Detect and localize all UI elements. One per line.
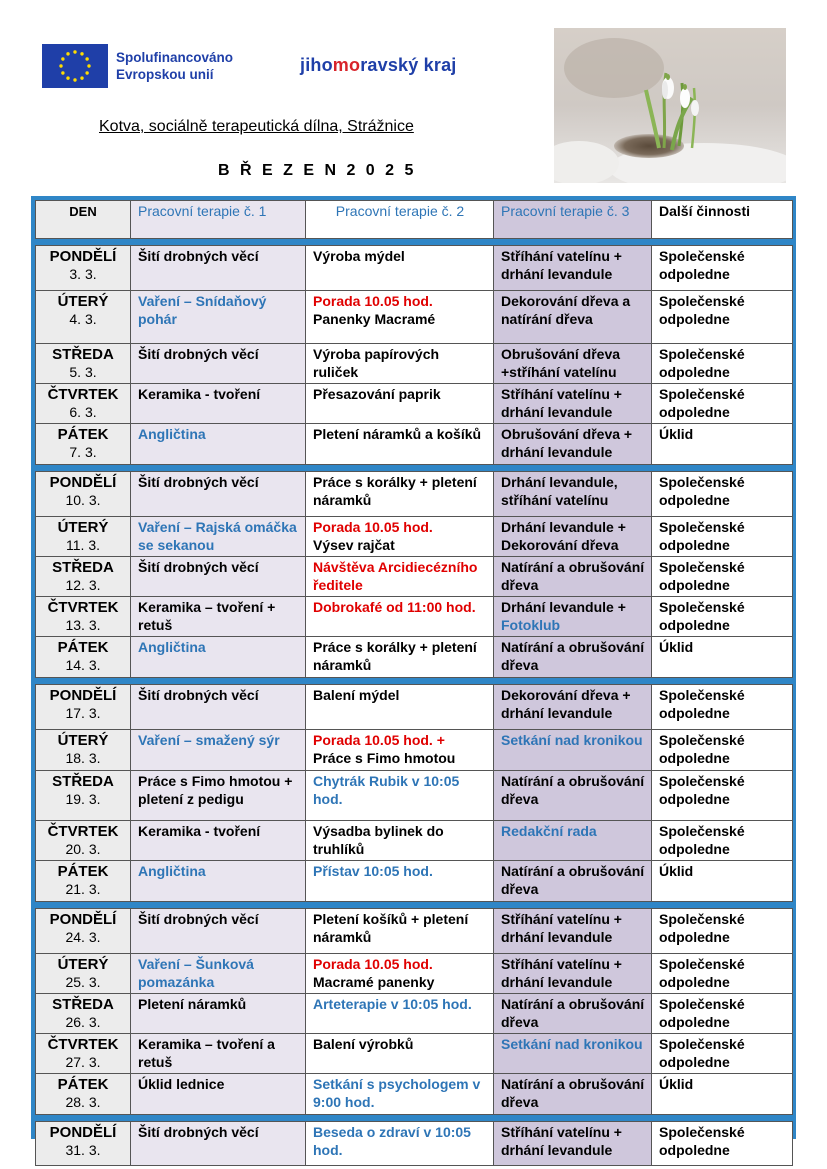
day-date: 4. 3. xyxy=(69,311,97,327)
week-separator xyxy=(36,1115,793,1122)
activity-cell-c1 xyxy=(131,771,306,821)
day-cell xyxy=(36,909,131,954)
day-name: ÚTERÝ xyxy=(57,956,109,973)
activity-text: Společenské odpoledne xyxy=(659,559,745,593)
table-row xyxy=(36,517,793,557)
activity-cell-c2 xyxy=(306,1074,494,1115)
activity-cell-c3 xyxy=(494,597,652,637)
table-row xyxy=(36,291,793,344)
week-separator xyxy=(36,678,793,685)
activity-cell-c3 xyxy=(494,1034,652,1074)
activity-cell-c3 xyxy=(494,472,652,517)
day-date: 7. 3. xyxy=(69,444,97,460)
activity-text: Setkání nad kronikou xyxy=(501,732,643,748)
activity-text: Drhání levandule + Dekorování dřeva xyxy=(501,519,626,553)
eu-flag-logo xyxy=(42,44,108,88)
day-cell xyxy=(36,344,131,384)
eu-text-line1: Spolufinancováno xyxy=(116,50,234,65)
activity-text: Společenské odpoledne xyxy=(659,386,745,420)
table-row xyxy=(36,597,793,637)
activity-text: Výsadba bylinek do truhlíků xyxy=(313,823,444,857)
activity-cell-c3 xyxy=(494,344,652,384)
activity-cell-c2 xyxy=(306,557,494,597)
activity-text: Obrušování dřeva +stříhání vatelínu xyxy=(501,346,621,380)
activity-cell-c4 xyxy=(652,954,793,994)
activity-text: Balení mýdel xyxy=(313,687,400,703)
activity-cell-c1 xyxy=(131,517,306,557)
activity-text: Setkání s psychologem v 9:00 hod. xyxy=(313,1076,481,1110)
activity-text: Chytrák Rubik v 10:05 hod. xyxy=(313,773,460,807)
day-cell xyxy=(36,1122,131,1166)
day-name: PONDĚLÍ xyxy=(49,1124,117,1141)
month-heading: B Ř E Z E N 2 0 2 5 xyxy=(218,162,417,179)
activity-cell-c3 xyxy=(494,685,652,730)
activity-cell-c1 xyxy=(131,821,306,861)
activity-cell-c3 xyxy=(494,517,652,557)
activity-text: Drhání levandule + xyxy=(501,599,626,615)
activity-cell-c3 xyxy=(494,909,652,954)
week-separator-cell xyxy=(36,1115,793,1122)
activity-text: Natírání a obrušování dřeva xyxy=(501,559,645,593)
jmk-logo-part2: mo xyxy=(332,55,361,75)
day-date: 25. 3. xyxy=(65,974,101,990)
activity-cell-c1 xyxy=(131,954,306,994)
activity-cell-c2 xyxy=(306,1034,494,1074)
day-cell xyxy=(36,994,131,1034)
activity-cell-c1 xyxy=(131,861,306,902)
activity-cell-c3 xyxy=(494,821,652,861)
activity-text: Vaření – Šunková pomazánka xyxy=(138,956,254,990)
activity-text: Šití drobných věcí xyxy=(138,1124,259,1140)
activity-cell-c4 xyxy=(652,994,793,1034)
activity-text: Macramé panenky xyxy=(313,973,435,990)
day-name: PÁTEK xyxy=(57,639,109,656)
activity-text: Šití drobných věcí xyxy=(138,911,259,927)
eu-star-icon xyxy=(85,57,88,60)
day-cell xyxy=(36,597,131,637)
activity-cell-c4 xyxy=(652,424,793,465)
week-separator-cell xyxy=(36,678,793,685)
day-name: STŘEDA xyxy=(52,346,114,363)
table-row xyxy=(36,246,793,291)
activity-cell-c3 xyxy=(494,730,652,771)
activity-cell-c2 xyxy=(306,597,494,637)
activity-text: Natírání a obrušování dřeva xyxy=(501,639,645,673)
activity-cell-c1 xyxy=(131,637,306,678)
day-name: PONDĚLÍ xyxy=(49,474,117,491)
activity-text: Panenky Macramé xyxy=(313,310,436,327)
activity-text: Výroba papírových ruliček xyxy=(313,346,440,380)
schedule-table-frame xyxy=(31,196,796,1158)
day-cell xyxy=(36,685,131,730)
day-date: 21. 3. xyxy=(65,881,101,897)
activity-cell-c1 xyxy=(131,424,306,465)
activity-text: Stříhání vatelínu + drhání levandule xyxy=(501,956,622,990)
activity-cell-c4 xyxy=(652,557,793,597)
day-cell xyxy=(36,861,131,902)
table-row xyxy=(36,909,793,954)
activity-cell-c4 xyxy=(652,1034,793,1074)
day-cell xyxy=(36,730,131,771)
activity-cell-c3 xyxy=(494,384,652,424)
jihomoravsky-kraj-logo xyxy=(300,55,457,76)
activity-text: Společenské odpoledne xyxy=(659,1124,745,1158)
activity-text: Porada 10.05 hod. xyxy=(313,519,433,535)
eu-star-icon xyxy=(66,52,69,55)
table-row xyxy=(36,730,793,771)
table-row xyxy=(36,424,793,465)
activity-text: Natírání a obrušování dřeva xyxy=(501,863,645,897)
activity-cell-c2 xyxy=(306,730,494,771)
eu-star-icon xyxy=(61,71,64,74)
activity-cell-c3 xyxy=(494,994,652,1034)
day-date: 13. 3. xyxy=(65,617,101,633)
day-date: 12. 3. xyxy=(65,577,101,593)
activity-cell-c1 xyxy=(131,291,306,344)
activity-cell-c1 xyxy=(131,994,306,1034)
activity-text: Společenské odpoledne xyxy=(659,346,745,380)
activity-text: Natírání a obrušování dřeva xyxy=(501,996,645,1030)
activity-text: Pletení košíků + pletení náramků xyxy=(313,911,469,945)
activity-cell-c3 xyxy=(494,291,652,344)
activity-text: Stříhání vatelínu + drhání levandule xyxy=(501,1124,622,1158)
eu-star-icon xyxy=(73,78,76,81)
week-separator xyxy=(36,902,793,909)
activity-text: Keramika - tvoření xyxy=(138,386,261,402)
eu-star-icon xyxy=(80,52,83,55)
activity-text: Úklid lednice xyxy=(138,1076,225,1092)
activity-text: Práce s Fimo hmotou xyxy=(313,749,456,766)
table-row xyxy=(36,1074,793,1115)
activity-text: Pletení náramků xyxy=(138,996,247,1012)
table-row xyxy=(36,1122,793,1166)
day-date: 6. 3. xyxy=(69,404,97,420)
activity-cell-c4 xyxy=(652,861,793,902)
activity-cell-c3 xyxy=(494,637,652,678)
week-separator-cell xyxy=(36,465,793,472)
activity-text: Úklid xyxy=(659,1076,694,1092)
week-separator-cell xyxy=(36,239,793,246)
activity-text: Angličtina xyxy=(138,863,206,879)
activity-text: Dobrokafé od 11:00 hod. xyxy=(313,599,476,615)
day-name: PONDĚLÍ xyxy=(49,687,117,704)
activity-cell-c2 xyxy=(306,384,494,424)
day-name: PÁTEK xyxy=(57,863,109,880)
jmk-logo-part3: ravský kraj xyxy=(360,55,457,75)
activity-cell-c1 xyxy=(131,384,306,424)
activity-text: Fotoklub xyxy=(501,616,561,633)
activity-text: Společenské odpoledne xyxy=(659,293,745,327)
activity-cell-c1 xyxy=(131,1122,306,1166)
day-name: STŘEDA xyxy=(52,996,114,1013)
activity-text: Stříhání vatelínu + drhání levandule xyxy=(501,911,622,945)
activity-cell-c2 xyxy=(306,424,494,465)
day-cell xyxy=(36,771,131,821)
day-date: 3. 3. xyxy=(69,266,97,282)
activity-text: Stříhání vatelínu + drhání levandule xyxy=(501,386,622,420)
activity-text: Šití drobných věcí xyxy=(138,474,259,490)
day-name: PONDĚLÍ xyxy=(49,248,117,265)
eu-star-icon xyxy=(80,76,83,79)
activity-cell-c2 xyxy=(306,771,494,821)
activity-cell-c1 xyxy=(131,597,306,637)
day-cell xyxy=(36,637,131,678)
day-name: STŘEDA xyxy=(52,559,114,576)
week-separator-cell xyxy=(36,902,793,909)
activity-cell-c4 xyxy=(652,517,793,557)
activity-text: Keramika – tvoření a retuš xyxy=(138,1036,275,1070)
day-date: 26. 3. xyxy=(65,1014,101,1030)
day-name: STŘEDA xyxy=(52,773,114,790)
activity-cell-c3 xyxy=(494,861,652,902)
activity-text: Práce s Fimo hmotou + pletení z pedigu xyxy=(138,773,293,807)
day-cell xyxy=(36,384,131,424)
header-terapie-1: Pracovní terapie č. 1 xyxy=(131,201,306,239)
header-terapie-3: Pracovní terapie č. 3 xyxy=(494,201,652,239)
activity-cell-c4 xyxy=(652,291,793,344)
day-cell xyxy=(36,557,131,597)
activity-text: Výroba mýdel xyxy=(313,248,405,264)
activity-cell-c3 xyxy=(494,557,652,597)
activity-cell-c4 xyxy=(652,771,793,821)
activity-cell-c4 xyxy=(652,909,793,954)
activity-cell-c1 xyxy=(131,730,306,771)
eu-star-icon xyxy=(61,57,64,60)
activity-text: Pletení náramků a košíků xyxy=(313,426,482,442)
activity-cell-c2 xyxy=(306,344,494,384)
table-row xyxy=(36,821,793,861)
day-cell xyxy=(36,954,131,994)
activity-cell-c2 xyxy=(306,1122,494,1166)
activity-text: Společenské odpoledne xyxy=(659,911,745,945)
day-date: 31. 3. xyxy=(65,1142,101,1158)
activity-text: Vaření – Rajská omáčka se sekanou xyxy=(138,519,297,553)
day-date: 17. 3. xyxy=(65,705,101,721)
activity-cell-c4 xyxy=(652,1122,793,1166)
activity-text: Výsev rajčat xyxy=(313,536,395,553)
day-name: ČTVRTEK xyxy=(47,386,119,403)
day-name: PÁTEK xyxy=(57,1076,109,1093)
day-name: ČTVRTEK xyxy=(47,599,119,616)
activity-text: Přesazování paprik xyxy=(313,386,441,402)
activity-text: Arteterapie v 10:05 hod. xyxy=(313,996,472,1012)
activity-cell-c2 xyxy=(306,685,494,730)
activity-text: Přístav 10:05 hod. xyxy=(313,863,433,879)
activity-text: Práce s korálky + pletení náramků xyxy=(313,639,477,673)
activity-text: Setkání nad kronikou xyxy=(501,1036,643,1052)
activity-text: Natírání a obrušování dřeva xyxy=(501,773,645,807)
activity-cell-c2 xyxy=(306,637,494,678)
activity-cell-c2 xyxy=(306,821,494,861)
activity-text: Společenské odpoledne xyxy=(659,1036,745,1070)
table-row xyxy=(36,384,793,424)
activity-text: Společenské odpoledne xyxy=(659,956,745,990)
header-terapie-2: Pracovní terapie č. 2 xyxy=(306,201,494,239)
eu-star-icon xyxy=(66,76,69,79)
activity-cell-c2 xyxy=(306,909,494,954)
activity-cell-c3 xyxy=(494,771,652,821)
day-name: ČTVRTEK xyxy=(47,823,119,840)
table-row xyxy=(36,861,793,902)
activity-text: Šití drobných věcí xyxy=(138,687,259,703)
eu-star-icon xyxy=(73,50,76,53)
activity-text: Šití drobných věcí xyxy=(138,248,259,264)
day-name: ÚTERÝ xyxy=(57,293,109,310)
activity-cell-c3 xyxy=(494,954,652,994)
day-cell xyxy=(36,821,131,861)
activity-cell-c4 xyxy=(652,637,793,678)
activity-cell-c2 xyxy=(306,517,494,557)
eu-star-icon xyxy=(87,64,90,67)
activity-text: Vaření – smažený sýr xyxy=(138,732,280,748)
day-cell xyxy=(36,1034,131,1074)
activity-cell-c2 xyxy=(306,246,494,291)
day-date: 24. 3. xyxy=(65,929,101,945)
day-name: ČTVRTEK xyxy=(47,1036,119,1053)
day-date: 11. 3. xyxy=(66,537,100,553)
activity-cell-c4 xyxy=(652,685,793,730)
day-date: 14. 3. xyxy=(65,657,101,673)
day-date: 10. 3. xyxy=(65,492,101,508)
activity-text: Návštěva Arcidiecézního ředitele xyxy=(313,559,478,593)
activity-text: Šití drobných věcí xyxy=(138,559,259,575)
activity-text: Angličtina xyxy=(138,426,206,442)
table-row xyxy=(36,344,793,384)
activity-text: Práce s korálky + pletení náramků xyxy=(313,474,477,508)
activity-text: Stříhání vatelínu + drhání levandule xyxy=(501,248,622,282)
eu-star-icon xyxy=(85,71,88,74)
activity-text: Společenské odpoledne xyxy=(659,732,745,766)
activity-text: Redakční rada xyxy=(501,823,597,839)
day-date: 19. 3. xyxy=(65,791,101,807)
activity-text: Šití drobných věcí xyxy=(138,346,259,362)
activity-text: Drhání levandule, stříhání vatelínu xyxy=(501,474,618,508)
schedule-table xyxy=(35,200,793,1166)
activity-cell-c1 xyxy=(131,557,306,597)
table-header-row xyxy=(36,201,793,239)
day-cell xyxy=(36,246,131,291)
day-date: 18. 3. xyxy=(65,750,101,766)
activity-cell-c4 xyxy=(652,344,793,384)
activity-text: Společenské odpoledne xyxy=(659,996,745,1030)
activity-cell-c4 xyxy=(652,1074,793,1115)
activity-cell-c4 xyxy=(652,246,793,291)
activity-cell-c4 xyxy=(652,730,793,771)
table-row xyxy=(36,771,793,821)
activity-text: Keramika - tvoření xyxy=(138,823,261,839)
activity-text: Balení výrobků xyxy=(313,1036,414,1052)
day-date: 20. 3. xyxy=(65,841,101,857)
activity-text: Obrušování dřeva + drhání levandule xyxy=(501,426,633,460)
activity-cell-c1 xyxy=(131,246,306,291)
activity-text: Porada 10.05 hod. + xyxy=(313,732,445,748)
activity-text: Angličtina xyxy=(138,639,206,655)
activity-text: Keramika – tvoření + retuš xyxy=(138,599,276,633)
activity-cell-c1 xyxy=(131,344,306,384)
activity-cell-c3 xyxy=(494,424,652,465)
activity-text: Společenské odpoledne xyxy=(659,687,745,721)
activity-text: Vaření – Snídaňový pohár xyxy=(138,293,267,327)
week-separator xyxy=(36,239,793,246)
activity-cell-c2 xyxy=(306,954,494,994)
jmk-logo-part1: jiho xyxy=(300,55,333,75)
day-date: 5. 3. xyxy=(69,364,97,380)
activity-text: Společenské odpoledne xyxy=(659,474,745,508)
activity-cell-c1 xyxy=(131,472,306,517)
header-dalsi-cinnosti: Další činnosti xyxy=(652,201,793,239)
activity-cell-c2 xyxy=(306,472,494,517)
table-row xyxy=(36,472,793,517)
table-row xyxy=(36,994,793,1034)
activity-text: Společenské odpoledne xyxy=(659,519,745,553)
day-date: 28. 3. xyxy=(65,1094,101,1110)
activity-cell-c1 xyxy=(131,909,306,954)
day-name: PONDĚLÍ xyxy=(49,911,117,928)
activity-cell-c2 xyxy=(306,861,494,902)
activity-text: Společenské odpoledne xyxy=(659,599,745,633)
day-cell xyxy=(36,472,131,517)
week-separator xyxy=(36,465,793,472)
activity-cell-c4 xyxy=(652,597,793,637)
activity-text: Úklid xyxy=(659,863,694,879)
day-name: ÚTERÝ xyxy=(57,732,109,749)
snowdrop-photo xyxy=(554,28,786,183)
table-row xyxy=(36,557,793,597)
day-cell xyxy=(36,1074,131,1115)
activity-cell-c2 xyxy=(306,994,494,1034)
activity-cell-c1 xyxy=(131,1034,306,1074)
table-row xyxy=(36,637,793,678)
activity-text: Společenské odpoledne xyxy=(659,248,745,282)
day-name: PÁTEK xyxy=(57,426,109,443)
activity-cell-c2 xyxy=(306,291,494,344)
activity-text: Porada 10.05 hod. xyxy=(313,293,433,309)
activity-cell-c3 xyxy=(494,1122,652,1166)
activity-cell-c4 xyxy=(652,384,793,424)
table-row xyxy=(36,954,793,994)
page-title: Kotva, sociálně terapeutická dílna, Strážnice xyxy=(99,118,414,135)
activity-cell-c1 xyxy=(131,1074,306,1115)
header-den: DEN xyxy=(36,201,131,239)
eu-text-line2: Evropskou unií xyxy=(116,67,214,82)
activity-cell-c3 xyxy=(494,246,652,291)
day-cell xyxy=(36,424,131,465)
day-cell xyxy=(36,291,131,344)
day-cell xyxy=(36,517,131,557)
day-date: 27. 3. xyxy=(65,1054,101,1070)
activity-text: Natírání a obrušování dřeva xyxy=(501,1076,645,1110)
activity-cell-c4 xyxy=(652,472,793,517)
activity-text: Porada 10.05 hod. xyxy=(313,956,433,972)
activity-cell-c3 xyxy=(494,1074,652,1115)
eu-star-icon xyxy=(59,64,62,67)
activity-text: Úklid xyxy=(659,426,694,442)
table-row xyxy=(36,685,793,730)
activity-text: Společenské odpoledne xyxy=(659,823,745,857)
activity-text: Dekorování dřeva a natírání dřeva xyxy=(501,293,631,327)
activity-text: Dekorování dřeva + drhání levandule xyxy=(501,687,631,721)
activity-cell-c4 xyxy=(652,821,793,861)
activity-text: Beseda o zdraví v 10:05 hod. xyxy=(313,1124,471,1158)
activity-text: Společenské odpoledne xyxy=(659,773,745,807)
eu-cofinancing-text xyxy=(116,49,233,83)
activity-cell-c1 xyxy=(131,685,306,730)
table-row xyxy=(36,1034,793,1074)
day-name: ÚTERÝ xyxy=(57,519,109,536)
activity-text: Úklid xyxy=(659,639,694,655)
